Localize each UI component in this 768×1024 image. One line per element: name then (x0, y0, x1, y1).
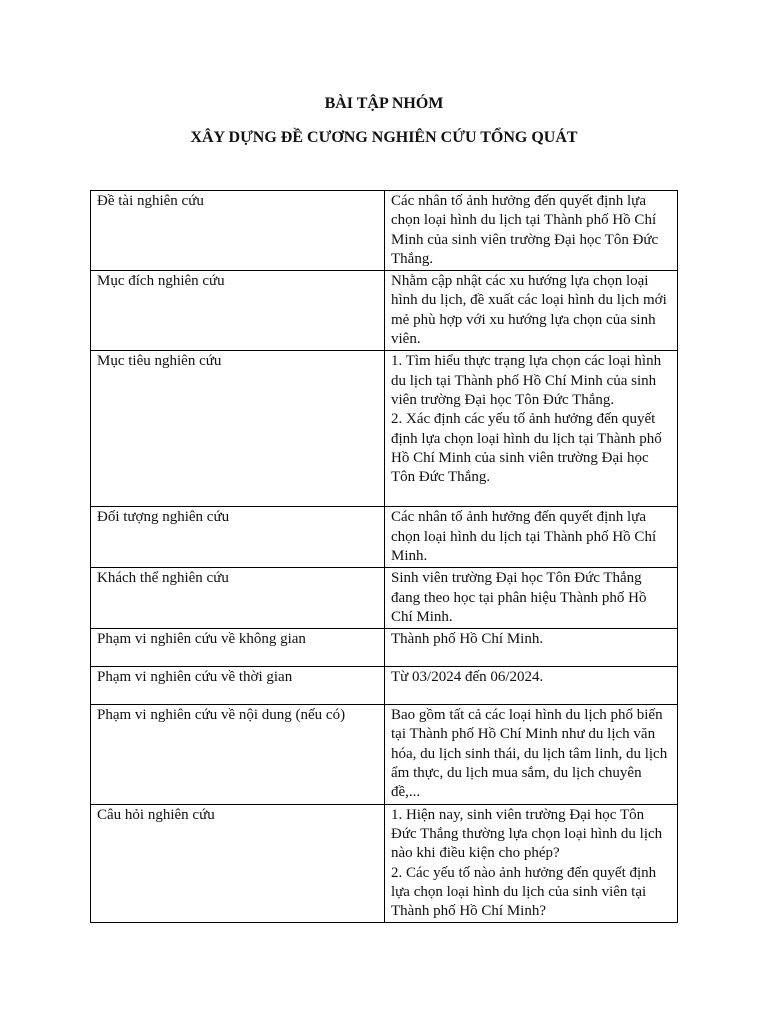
content-paragraph: 2. Xác định các yếu tố ảnh hưởng đến quyết định lựa chọn loại hình du lịch tại Thành phố Hồ Chí Minh của sinh viên trường Đại học Tôn Đức Thắng. (391, 411, 662, 486)
row-label: Mục tiêu nghiên cứu (91, 351, 385, 507)
row-label: Đề tài nghiên cứu (91, 191, 385, 271)
research-outline-table (90, 190, 678, 923)
row-content (385, 568, 678, 629)
content-paragraph: 2. Các yếu tố nào ảnh hưởng đến quyết định lựa chọn loại hình du lịch của sinh viên tại Thành phố Hồ Chí Minh? (391, 864, 657, 920)
table-row-scope-time (91, 667, 678, 705)
row-content (385, 271, 678, 351)
row-label: Mục đích nghiên cứu (91, 271, 385, 351)
content-paragraph: 1. Hiện nay, sinh viên trường Đại học Tôn Đức Thắng thường lựa chọn loại hình du lịch nào khi điều kiện cho phép? (391, 806, 663, 862)
row-content (385, 629, 678, 667)
row-content (385, 507, 678, 568)
content-paragraph: 1. Tìm hiểu thực trạng lựa chọn các loại hình du lịch tại Thành phố Hồ Chí Minh của sinh viên trường Đại học Tôn Đức Thắng. (391, 353, 662, 408)
row-label: Khách thể nghiên cứu (91, 568, 385, 629)
row-content (385, 191, 678, 271)
row-label: Phạm vi nghiên cứu về không gian (91, 629, 385, 667)
table-row-scope-content (91, 705, 678, 804)
document-subtitle: XÂY DỰNG ĐỀ CƯƠNG NGHIÊN CỨU TỔNG QUÁT (190, 129, 578, 146)
row-label: Phạm vi nghiên cứu về nội dung (nếu có) (91, 705, 385, 804)
table-row-research-subject (91, 568, 678, 629)
row-content (385, 351, 678, 507)
row-label: Câu hỏi nghiên cứu (91, 804, 385, 923)
content-paragraph: Các nhân tố ảnh hưởng đến quyết định lựa chọn loại hình du lịch tại Thành phố Hồ Chí Minh của sinh viên trường Đại học Tôn Đức Thắng. (391, 193, 659, 267)
row-content (385, 705, 678, 804)
table-row-research-object (91, 507, 678, 568)
row-content (385, 804, 678, 923)
table-row-scope-space (91, 629, 678, 667)
content-paragraph: Sinh viên trường Đại học Tôn Đức Thắng đang theo học tại phân hiệu Thành phố Hồ Chí Minh. (391, 570, 647, 625)
row-label: Phạm vi nghiên cứu về thời gian (91, 667, 385, 705)
table-row-research-purpose (91, 271, 678, 351)
document-title: BÀI TẬP NHÓM (324, 95, 444, 112)
content-paragraph: Các nhân tố ảnh hưởng đến quyết định lựa chọn loại hình du lịch tại Thành phố Hồ Chí Minh. (391, 509, 657, 564)
content-paragraph: Từ 03/2024 đến 06/2024. (391, 669, 544, 686)
content-paragraph: Bao gồm tất cả các loại hình du lịch phổ biến tại Thành phố Hồ Chí Minh như du lịch văn hóa, du lịch sinh thái, du lịch tâm linh, du lịch ẩm thực, du lịch mua sắm, du lịch chuyên đề,... (391, 707, 668, 801)
content-paragraph: Nhằm cập nhật các xu hướng lựa chọn loại hình du lịch, đề xuất các loại hình du lịch mới mẻ phù hợp với xu hướng lựa chọn của sinh viên. (391, 273, 667, 348)
table-row-research-topic (91, 191, 678, 271)
row-content (385, 667, 678, 705)
content-paragraph: Thành phố Hồ Chí Minh. (391, 631, 544, 648)
table-row-research-objectives (91, 351, 678, 507)
table-row-research-questions (91, 804, 678, 923)
row-label: Đối tượng nghiên cứu (91, 507, 385, 568)
